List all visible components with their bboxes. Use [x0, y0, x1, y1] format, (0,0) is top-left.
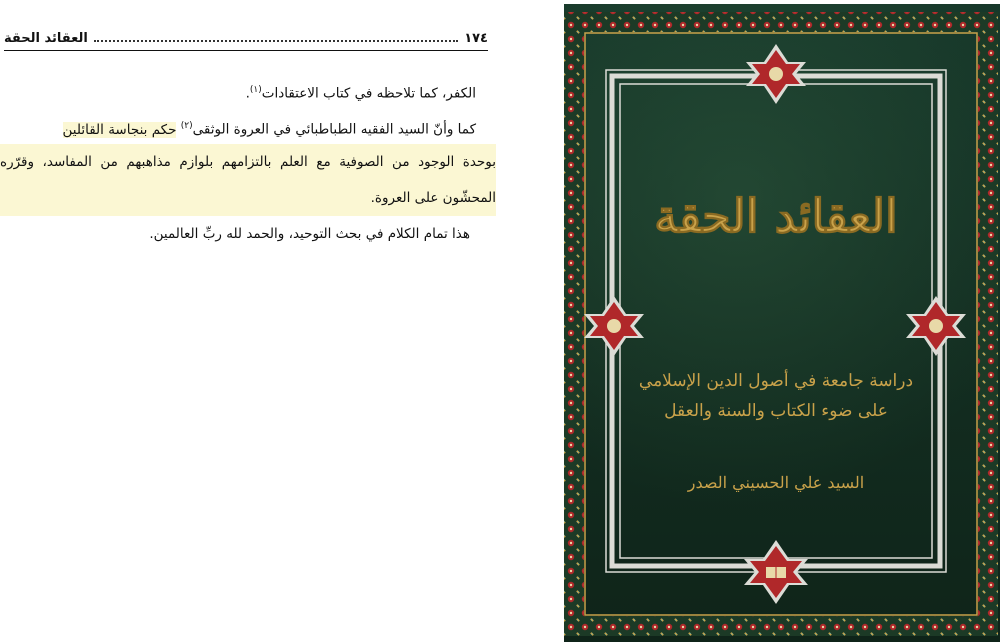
cover-subtitle-1: دراسة جامعة في أصول الدين الإسلامي	[638, 371, 914, 391]
line-text: كما وأنّ السيد الفقيه الطباطبائي في العروة الوثقى	[192, 121, 476, 138]
running-title: العقائد الحقة	[4, 31, 88, 46]
book-cover-area	[562, 0, 1000, 644]
header-rule	[4, 50, 488, 51]
book-cover	[564, 4, 1000, 642]
line-text: الكفر، كما تلاحظه في كتاب الاعتقادات	[261, 85, 476, 102]
cover-artwork	[564, 4, 1000, 642]
leader-dots	[94, 39, 458, 42]
text-line-highlighted	[0, 180, 496, 216]
footnote-marker: (٢)	[180, 121, 193, 131]
text-line-highlighted	[0, 144, 496, 180]
footnote-marker: (١)	[249, 85, 262, 95]
text-line	[0, 72, 496, 108]
cover-subtitle-2: على ضوء الكتاب والسنة والعقل	[664, 401, 888, 421]
text-line	[0, 216, 496, 252]
line-text: هذا تمام الكلام في بحث التوحيد، والحمد لله ربِّ العالمين.	[149, 226, 470, 242]
line-text: المحشّون على العروة.	[370, 190, 496, 206]
cover-title: العقائد الحقة	[654, 189, 898, 243]
body-text	[0, 72, 496, 252]
medallion-right	[906, 296, 966, 356]
text-line	[0, 108, 496, 144]
cover-author: السيد علي الحسيني الصدر	[687, 473, 865, 492]
medallion-left	[584, 296, 644, 356]
highlighted-text: حكم بنجاسة القائلين	[62, 121, 177, 138]
page-number: ١٧٤	[464, 31, 488, 46]
line-text: بوحدة الوجود من الصوفية مع العلم بالتزامهم بلوازم مذاهبهم من المفاسد، وقرّره	[0, 154, 496, 170]
running-head	[4, 28, 488, 46]
line-tail: .	[245, 85, 250, 102]
